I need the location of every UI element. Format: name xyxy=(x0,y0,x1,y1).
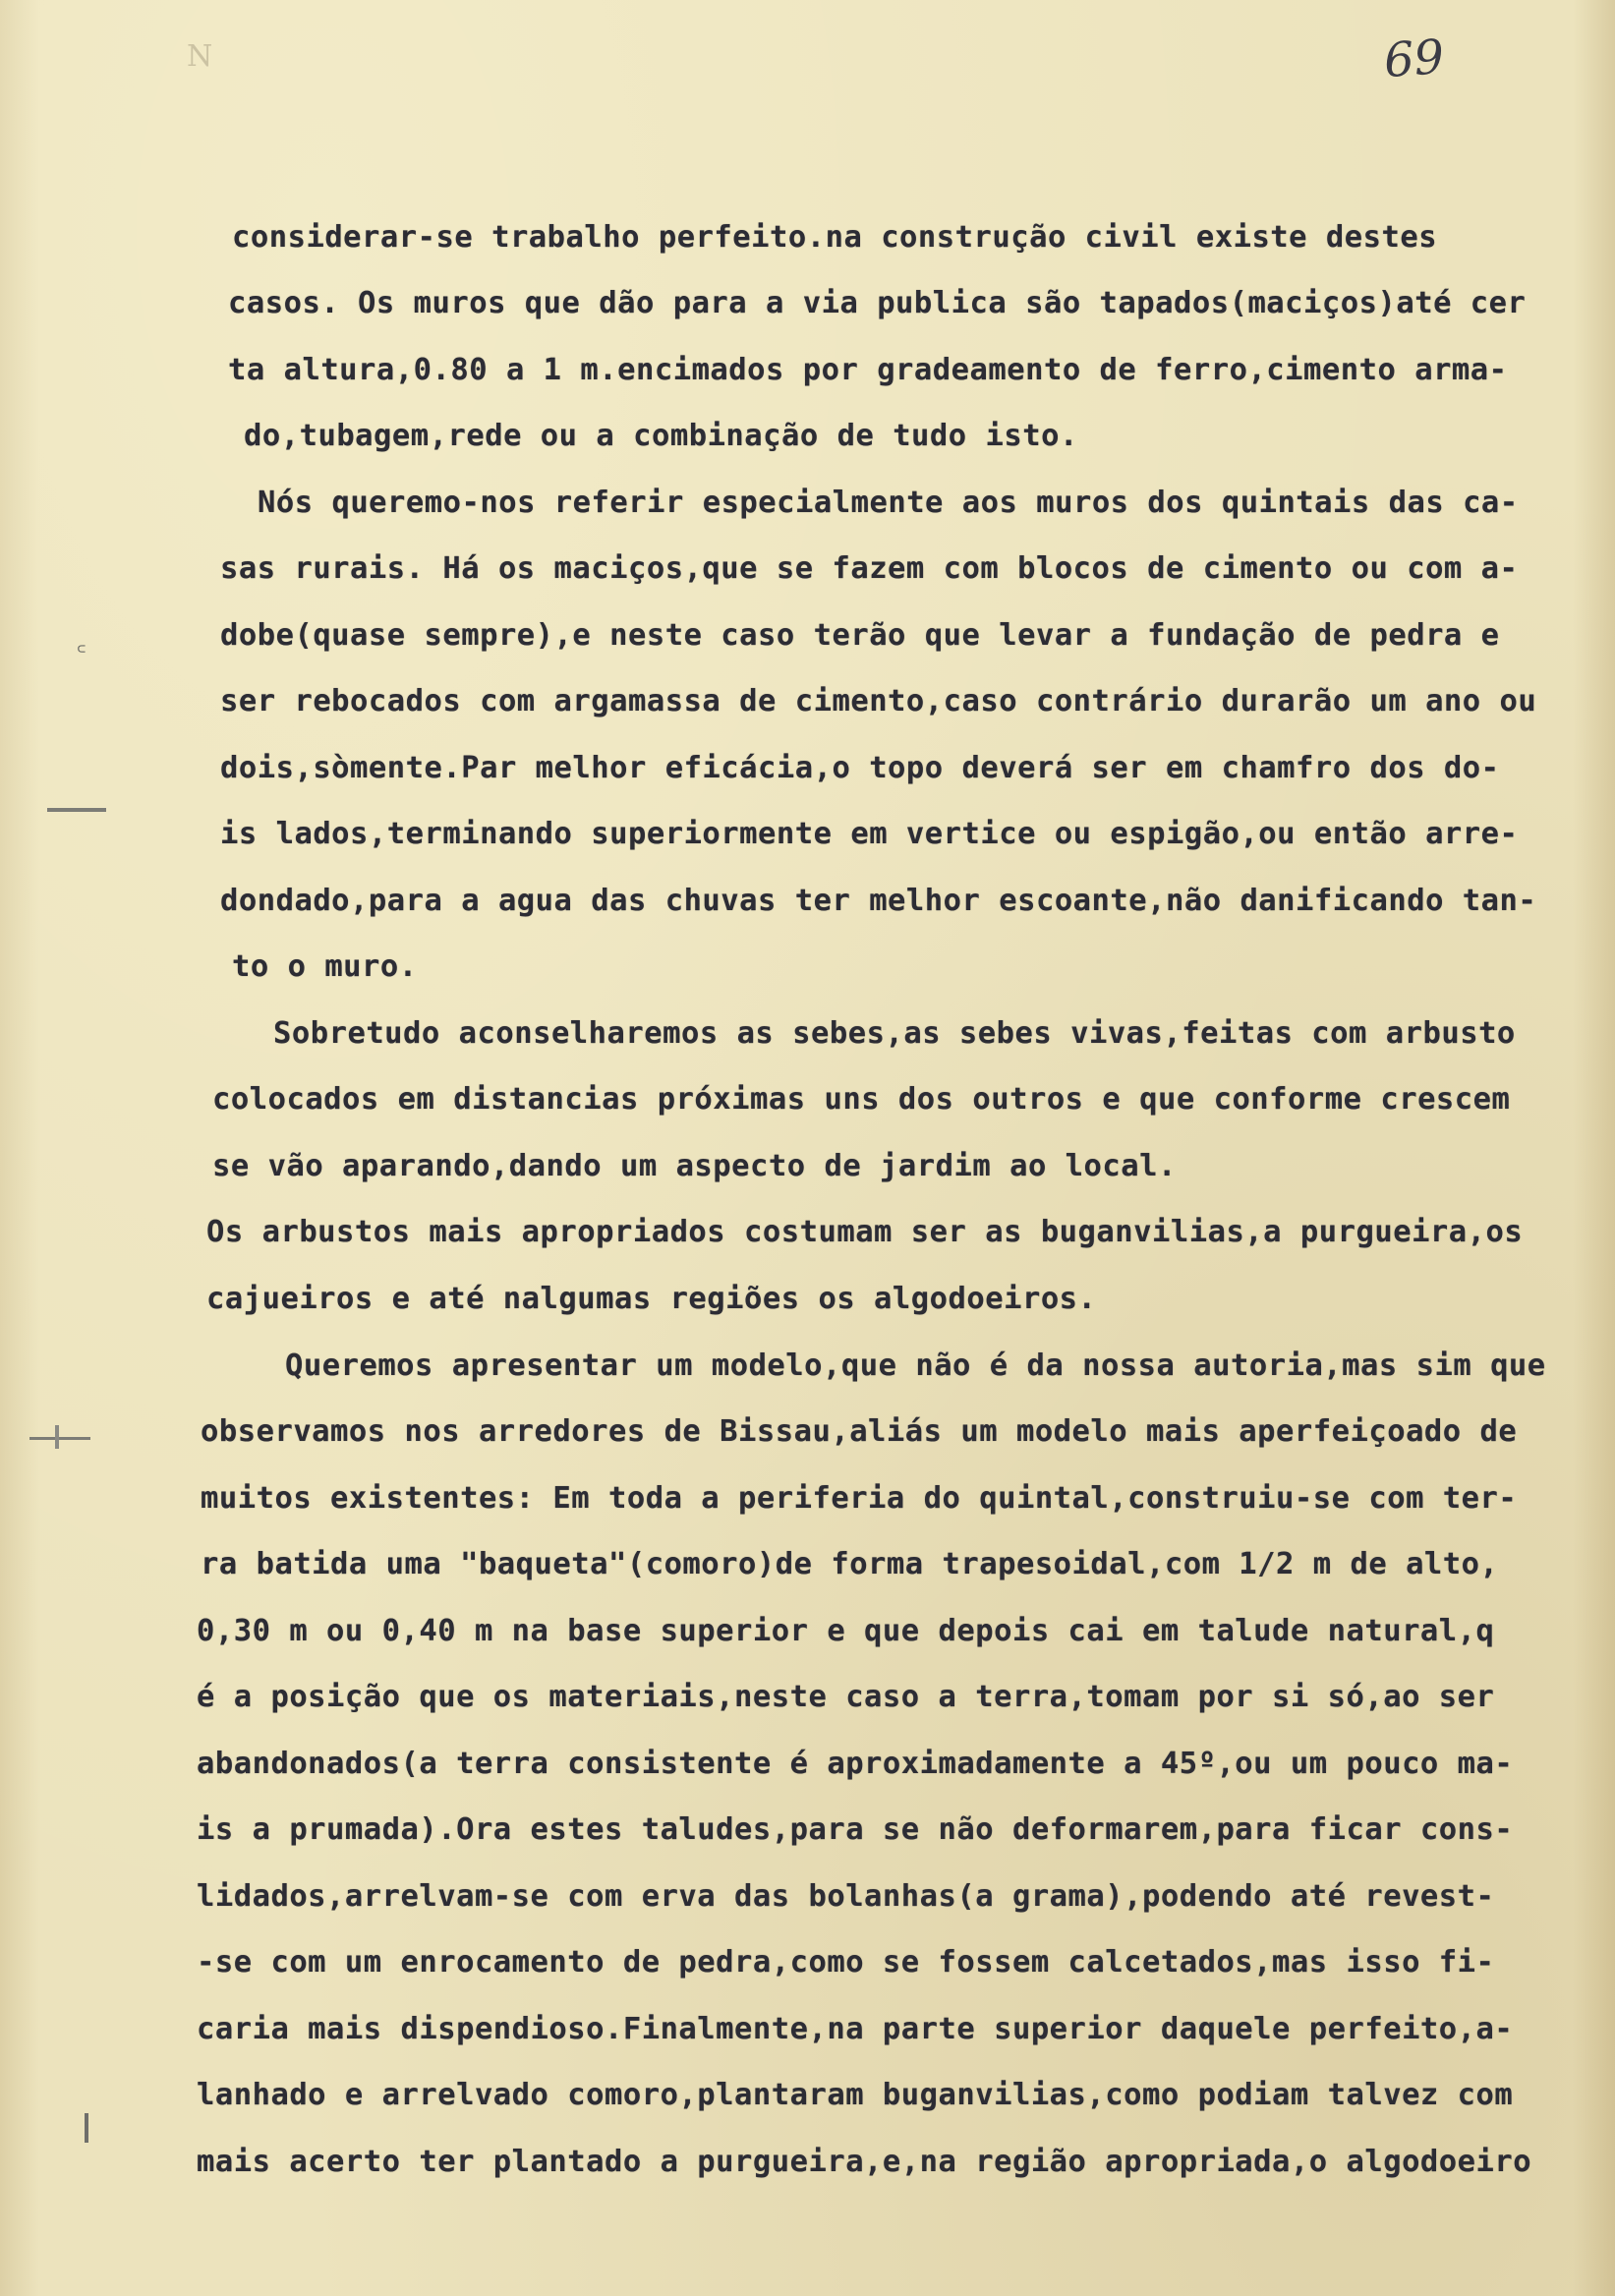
text-line: Queremos apresentar um modelo,que não é da nossa autoria,mas sim que xyxy=(285,1349,1546,1383)
text-line: dois,sòmente.Par melhor eficácia,o topo deverá ser em chamfro dos do- xyxy=(220,751,1500,785)
text-line: cajueiros e até nalgumas regiões os algodoeiros. xyxy=(206,1282,1097,1316)
text-line: colocados em distancias próximas uns dos outros e que conforme crescem xyxy=(212,1082,1511,1117)
margin-tick-icon xyxy=(29,1437,90,1440)
text-line: se vão aparando,dando um aspecto de jardim ao local. xyxy=(212,1149,1177,1183)
text-line: ra batida uma "baqueta"(comoro)de forma trapesoidal,com 1/2 m de alto, xyxy=(201,1547,1499,1581)
text-line: is a prumada).Ora estes taludes,para se não deformarem,para ficar cons- xyxy=(197,1812,1514,1847)
text-line: observamos nos arredores de Bissau,aliás um modelo mais aperfeiçoado de xyxy=(201,1414,1518,1449)
text-line: mais acerto ter plantado a purgueira,e,na região apropriada,o algodoeiro xyxy=(197,2145,1532,2179)
margin-mark-icon: ꜀ xyxy=(77,624,87,657)
margin-tick-icon xyxy=(55,1425,59,1449)
text-line: -se com um enrocamento de pedra,como se fossem calcetados,mas isso fi- xyxy=(197,1945,1495,1980)
text-line: lidados,arrelvam-se com erva das bolanhas(a grama),podendo até revest- xyxy=(197,1879,1495,1914)
text-line: ser rebocados com argamassa de cimento,caso contrário durarão um ano ou xyxy=(220,684,1537,718)
text-line: Sobretudo aconselharemos as sebes,as sebes vivas,feitas com arbusto xyxy=(273,1016,1516,1051)
handwritten-page-number: 69 xyxy=(1382,29,1446,89)
text-line: abandonados(a terra consistente é aproximadamente a 45º,ou um pouco ma- xyxy=(197,1747,1514,1781)
text-line: casos. Os muros que dão para a via publica são tapados(maciços)até cer xyxy=(228,286,1527,320)
text-line: sas rurais. Há os maciços,que se fazem com blocos de cimento ou com a- xyxy=(220,551,1519,586)
text-line: 0,30 m ou 0,40 m na base superior e que depois cai em talude natural,q xyxy=(197,1614,1495,1648)
margin-tick-icon xyxy=(85,2113,88,2143)
faint-corner-mark: N xyxy=(187,39,213,74)
text-line: do,tubagem,rede ou a combinação de tudo isto. xyxy=(244,419,1078,453)
text-line: caria mais dispendioso.Finalmente,na parte superior daquele perfeito,a- xyxy=(197,2012,1514,2046)
text-line: dondado,para a agua das chuvas ter melhor escoante,não danificando tan- xyxy=(220,884,1537,918)
text-line: Os arbustos mais apropriados costumam ser as buganvilias,a purgueira,os xyxy=(206,1215,1524,1249)
text-line: is lados,terminando superiormente em vertice ou espigão,ou então arre- xyxy=(220,817,1519,851)
text-line: ta altura,0.80 a 1 m.encimados por gradeamento de ferro,cimento arma- xyxy=(228,353,1508,387)
text-line: considerar-se trabalho perfeito.na construção civil existe destes xyxy=(232,220,1438,255)
text-line: to o muro. xyxy=(232,949,418,984)
text-line: dobe(quase sempre),e neste caso terão que levar a fundação de pedra e xyxy=(220,618,1500,653)
text-line: muitos existentes: Em toda a periferia do quintal,construiu-se com ter- xyxy=(201,1481,1518,1516)
text-line: Nós queremo-nos referir especialmente aos muros dos quintais das ca- xyxy=(258,486,1519,520)
margin-tick-icon xyxy=(47,808,106,812)
text-line: lanhado e arrelvado comoro,plantaram buganvilias,como podiam talvez com xyxy=(197,2078,1514,2112)
text-line: é a posição que os materiais,neste caso a terra,tomam por si só,ao ser xyxy=(197,1680,1495,1714)
